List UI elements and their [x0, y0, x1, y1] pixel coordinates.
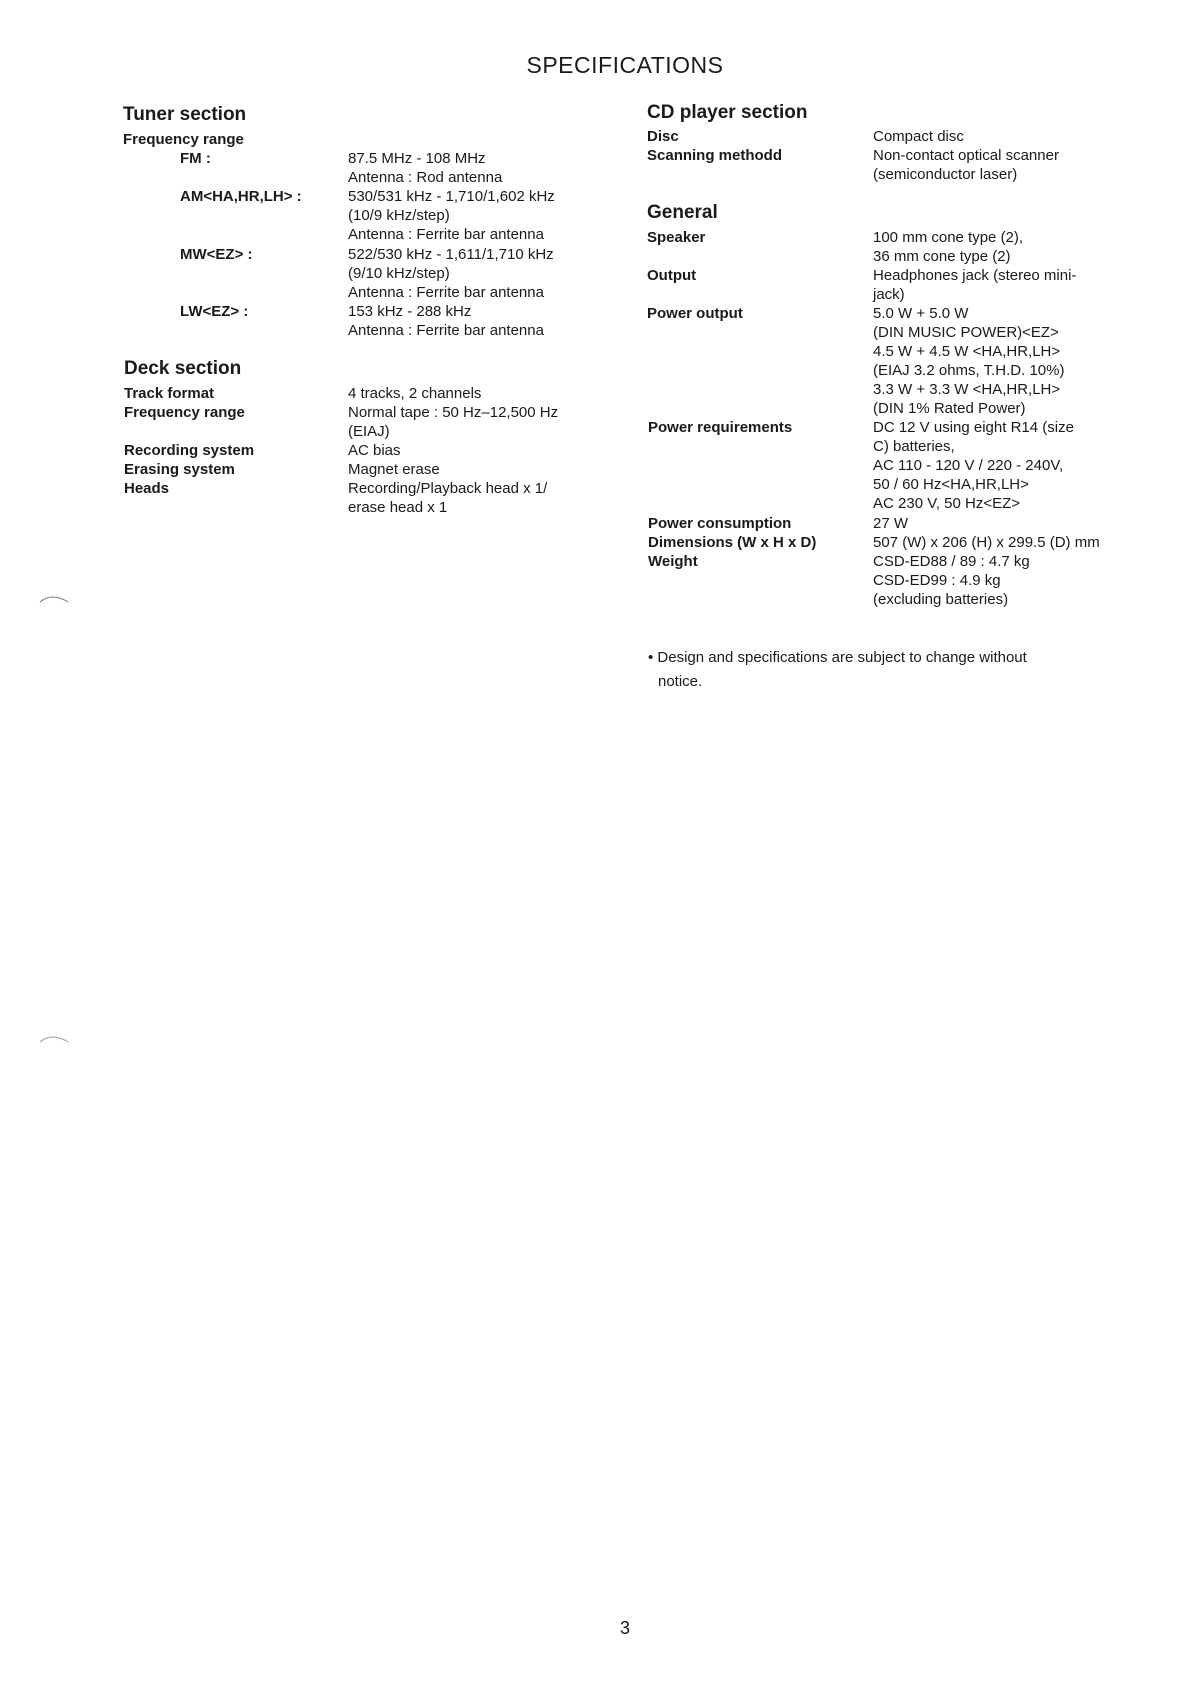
- fm-label: FM :: [180, 150, 211, 167]
- lw-antenna: Antenna : Ferrite bar antenna: [348, 322, 544, 339]
- lw-label: LW<EZ> :: [180, 303, 249, 320]
- scanning-method-label: Scanning methodd: [647, 147, 782, 164]
- tuner-section-heading: Tuner section: [123, 104, 247, 125]
- power-requirements-value-1: DC 12 V using eight R14 (size: [873, 419, 1074, 436]
- am-value: 530/531 kHz - 1,710/1,602 kHz: [348, 188, 555, 205]
- power-requirements-value-2: C) batteries,: [873, 438, 955, 455]
- erasing-system-label: Erasing system: [124, 461, 235, 478]
- scanning-method-value-2: (semiconductor laser): [873, 166, 1018, 183]
- recording-system-label: Recording system: [124, 442, 255, 459]
- heads-value-2: erase head x 1: [348, 499, 448, 516]
- erasing-system-value: Magnet erase: [348, 461, 440, 478]
- mw-label: MW<EZ> :: [180, 246, 253, 263]
- power-output-value-2: (DIN MUSIC POWER)<EZ>: [873, 324, 1059, 341]
- dimensions-label: Dimensions (W x H x D): [648, 534, 817, 551]
- cd-section-heading: CD player section: [647, 102, 808, 123]
- dimensions-value: 507 (W) x 206 (H) x 299.5 (D) mm: [873, 534, 1100, 551]
- track-format-value: 4 tracks, 2 channels: [348, 385, 482, 402]
- disc-label: Disc: [647, 128, 679, 145]
- am-label: AM<HA,HR,LH> :: [180, 188, 302, 205]
- power-output-value-3: 4.5 W + 4.5 W <HA,HR,LH>: [873, 343, 1061, 360]
- power-requirements-label: Power requirements: [648, 419, 793, 436]
- power-consumption-value: 27 W: [873, 515, 909, 532]
- specification-note-line-1: • Design and specifications are subject to change without: [648, 649, 1027, 666]
- general-section-heading: General: [647, 202, 718, 223]
- am-antenna: Antenna : Ferrite bar antenna: [348, 226, 544, 243]
- specification-note-line-2: notice.: [658, 673, 703, 690]
- heads-label: Heads: [124, 480, 170, 497]
- deck-frequency-range-value-2: (EIAJ): [348, 423, 390, 440]
- power-output-value-6: (DIN 1% Rated Power): [873, 400, 1026, 417]
- tuner-frequency-range-label: Frequency range: [123, 131, 244, 148]
- power-output-value-1: 5.0 W + 5.0 W: [873, 305, 969, 322]
- power-output-label: Power output: [647, 305, 743, 322]
- heads-value: Recording/Playback head x 1/: [348, 480, 548, 497]
- deck-frequency-range-value: Normal tape : 50 Hz–12,500 Hz: [348, 404, 559, 421]
- output-value-2: jack): [873, 286, 905, 303]
- page-number: 3: [620, 1618, 631, 1638]
- power-requirements-value-5: AC 230 V, 50 Hz<EZ>: [873, 495, 1021, 512]
- output-label: Output: [647, 267, 697, 284]
- speaker-value: 100 mm cone type (2),: [873, 229, 1024, 246]
- disc-value: Compact disc: [873, 128, 964, 145]
- deck-frequency-range-label: Frequency range: [124, 404, 245, 421]
- mw-antenna: Antenna : Ferrite bar antenna: [348, 284, 544, 301]
- track-format-label: Track format: [124, 385, 215, 402]
- power-consumption-label: Power consumption: [648, 515, 792, 532]
- recording-system-value: AC bias: [348, 442, 401, 459]
- scanning-method-value: Non-contact optical scanner: [873, 147, 1059, 164]
- weight-label: Weight: [648, 553, 698, 570]
- deck-section-heading: Deck section: [124, 358, 242, 379]
- mw-step: (9/10 kHz/step): [348, 265, 450, 282]
- am-step: (10/9 kHz/step): [348, 207, 450, 224]
- scan-artifact: [38, 590, 72, 606]
- power-output-value-4: (EIAJ 3.2 ohms, T.H.D. 10%): [873, 362, 1065, 379]
- scan-artifact: [38, 1030, 72, 1046]
- power-output-value-5: 3.3 W + 3.3 W <HA,HR,LH>: [873, 381, 1061, 398]
- speaker-label: Speaker: [647, 229, 706, 246]
- mw-value: 522/530 kHz - 1,611/1,710 kHz: [348, 246, 554, 263]
- speaker-value-2: 36 mm cone type (2): [873, 248, 1011, 265]
- weight-value-3: (excluding batteries): [873, 591, 1009, 608]
- power-requirements-value-3: AC 110 - 120 V / 220 - 240V,: [873, 457, 1064, 474]
- power-requirements-value-4: 50 / 60 Hz<HA,HR,LH>: [873, 476, 1029, 493]
- lw-value: 153 kHz - 288 kHz: [348, 303, 472, 320]
- output-value: Headphones jack (stereo mini-: [873, 267, 1077, 284]
- weight-value-1: CSD-ED88 / 89 : 4.7 kg: [873, 553, 1030, 570]
- page-title: SPECIFICATIONS: [526, 52, 724, 78]
- fm-value: 87.5 MHz - 108 MHz: [348, 150, 486, 167]
- fm-antenna: Antenna : Rod antenna: [348, 169, 503, 186]
- weight-value-2: CSD-ED99 : 4.9 kg: [873, 572, 1001, 589]
